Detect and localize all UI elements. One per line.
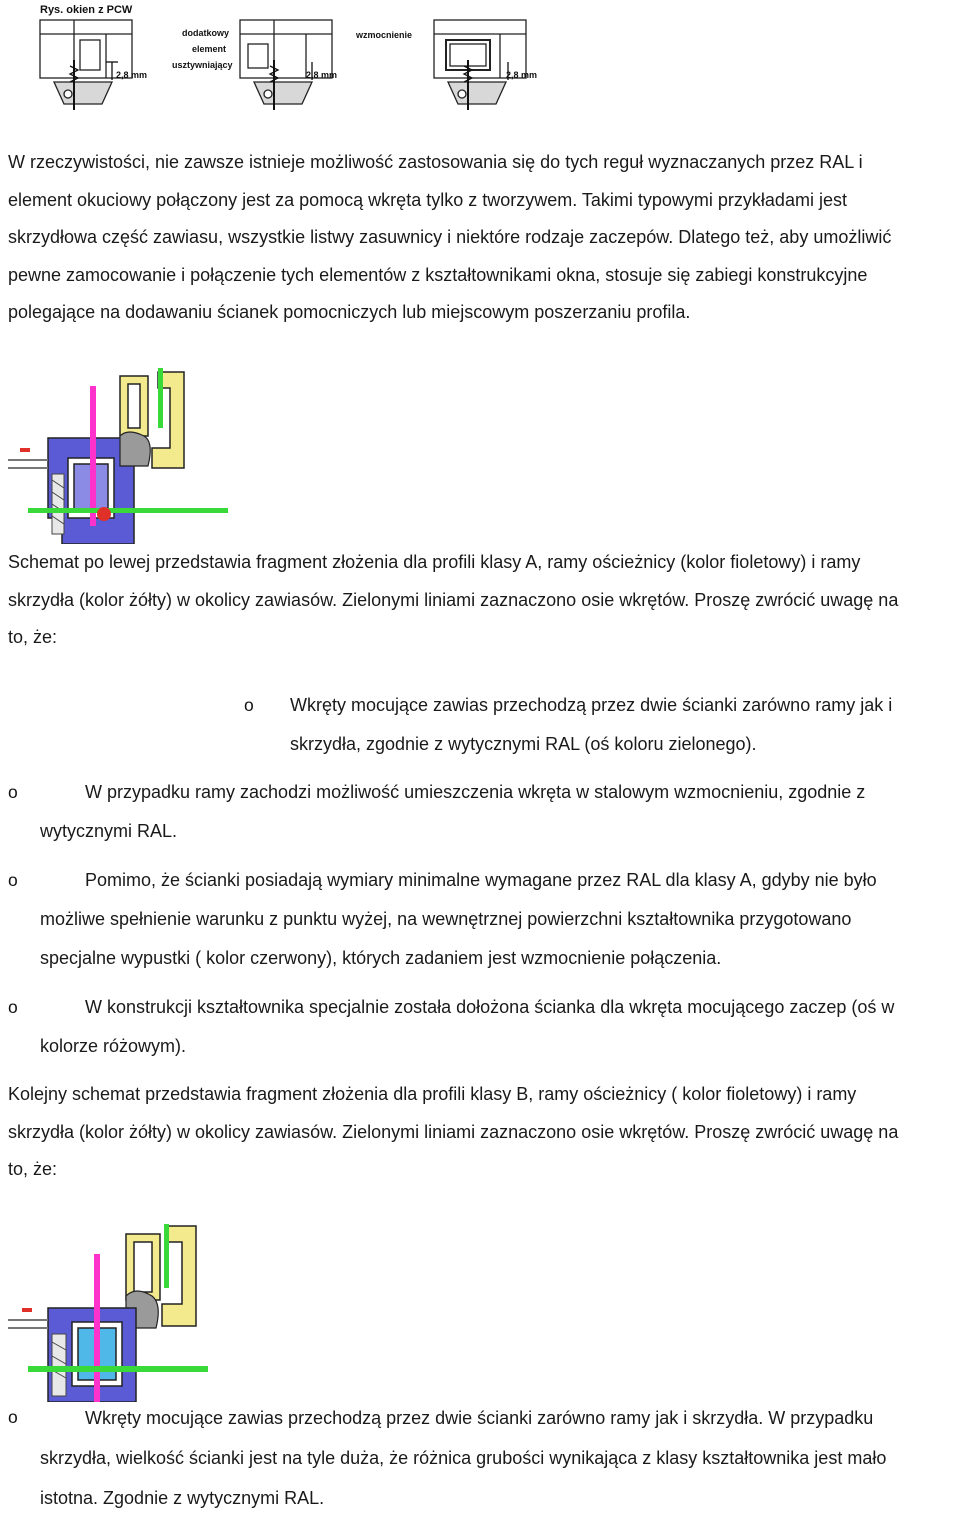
profile-section-2 — [240, 20, 332, 110]
list-item-marker: o — [8, 870, 18, 890]
text-line: Schemat po lewej przedstawia fragment złożenia dla profili klasy A, ramy ościeżnicy (kolor fioletowy) i ramy — [8, 552, 861, 572]
profile-section-3 — [434, 20, 526, 110]
figure-caption: Rys. okien z PCW — [40, 4, 133, 16]
list-item — [40, 988, 955, 1066]
green-screw-axis-horizontal — [28, 508, 228, 513]
text-line: skrzydła, zgodnie z wytycznymi RAL (oś koloru zielonego). — [290, 734, 757, 754]
red-hinge-part — [20, 448, 30, 452]
text-line: skrzydła (kolor żółty) w okolicy zawiasów. Zielonymi liniami zaznaczono osie wkrętów. Proszę zwrócić uwagę na — [8, 589, 899, 610]
label-wzmocnienie: wzmocnienie — [356, 30, 413, 40]
wall-lines — [8, 460, 48, 468]
list-item — [290, 686, 950, 764]
dimension-label-3: 2,8 mm — [506, 70, 538, 80]
green-screw-axis-horizontal — [28, 1366, 208, 1372]
glass-hatched — [52, 1334, 66, 1396]
text-line: Pomimo, że ścianki posiadają wymiary minimalne wymagane przez RAL dla klasy A, gdyby nie było — [85, 870, 877, 890]
text-line: polegające na dodawaniu ścianek pomocniczych lub miejscowym poszerzaniu profila. — [8, 302, 691, 322]
text-line: Wkręty mocujące zawias przechodzą przez dwie ścianki zarówno ramy jak i skrzydła. W przypadku — [85, 1408, 874, 1428]
paragraph-class-a — [8, 544, 958, 657]
pink-screw-axis — [94, 1254, 100, 1402]
text-line: możliwe spełnienie warunku z punktu wyżej, na wewnętrznej powierzchni kształtownika przygotowano — [40, 909, 852, 929]
list-item — [40, 861, 955, 978]
text-line: wytycznymi RAL. — [40, 821, 178, 841]
paragraph-intro — [8, 144, 958, 332]
list-item-marker: o — [8, 782, 18, 802]
green-screw-axis-vertical — [164, 1224, 169, 1288]
pink-screw-axis — [90, 386, 96, 526]
list-item — [40, 1398, 955, 1518]
class-a-hinge-diagram — [8, 368, 248, 544]
list-item — [40, 773, 955, 851]
text-line: istotna. Zgodnie z wytycznymi RAL. — [40, 1488, 325, 1508]
gasket-gray — [120, 432, 150, 466]
list-item-marker: o — [8, 997, 18, 1017]
label-element: element — [192, 44, 227, 54]
profile-section-1 — [40, 20, 132, 110]
glass-hatched — [52, 474, 64, 534]
label-usztywniajacy: usztywniający — [172, 60, 233, 70]
green-screw-axis-vertical — [158, 368, 163, 428]
text-line: kolorze różowym). — [40, 1036, 187, 1056]
text-line: W rzeczywistości, nie zawsze istnieje możliwość zastosowania się do tych reguł wyznaczanych przez RAL i — [8, 152, 863, 172]
text-line: to, że: — [8, 1159, 58, 1179]
text-line: Kolejny schemat przedstawia fragment złożenia dla profili klasy B, ramy ościeżnicy ( kolor fioletowy) i ramy — [8, 1084, 857, 1104]
pvc-window-sections-figure — [34, 0, 554, 118]
text-line: skrzydłowa część zawiasu, wszystkie listwy zasuwnicy i niektóre rodzaje zaczepów. Dlatego też, aby umożliwić — [8, 227, 892, 247]
label-dodatkowy: dodatkowy — [182, 28, 230, 38]
text-line: W przypadku ramy zachodzi możliwość umieszczenia wkręta w stalowym wzmocnieniu, zgodnie z — [85, 782, 866, 802]
text-line: skrzydła (kolor żółty) w okolicy zawiasów. Zielonymi liniami zaznaczono osie wkrętów. Proszę zwrócić uwagę na — [8, 1121, 899, 1142]
text-line: skrzydła, wielkość ścianki jest na tyle duża, że różnica grubości wynikająca z klasy kształtownika jest mało — [40, 1448, 887, 1468]
red-boss — [97, 507, 111, 521]
list-item-marker: o — [8, 1407, 18, 1427]
dimension-label-1: 2,8 mm — [116, 70, 148, 80]
text-line: W konstrukcji kształtownika specjalnie została dołożona ścianka dla wkręta mocującego zaczep (oś w — [85, 997, 895, 1017]
paragraph-class-b — [8, 1076, 958, 1189]
text-line: element okuciowy połączony jest za pomocą wkręta tylko z tworzywem. Takimi typowymi przykładami jest — [8, 189, 847, 210]
red-hinge-part — [22, 1308, 32, 1312]
text-line: to, że: — [8, 627, 58, 647]
class-b-hinge-diagram — [8, 1224, 208, 1402]
wall-lines — [8, 1320, 48, 1328]
text-line: Wkręty mocujące zawias przechodzą przez dwie ścianki zarówno ramy jak i — [290, 695, 893, 715]
text-line: specjalne wypustki ( kolor czerwony), których zadaniem jest wzmocnienie połączenia. — [40, 948, 722, 968]
list-item-marker: o — [244, 695, 254, 715]
dimension-label-2: 2,8 mm — [306, 70, 338, 80]
text-line: pewne zamocowanie i połączenie tych elementów z kształtownikami okna, stosuje się zabiegi konstrukcyjne — [8, 264, 868, 285]
